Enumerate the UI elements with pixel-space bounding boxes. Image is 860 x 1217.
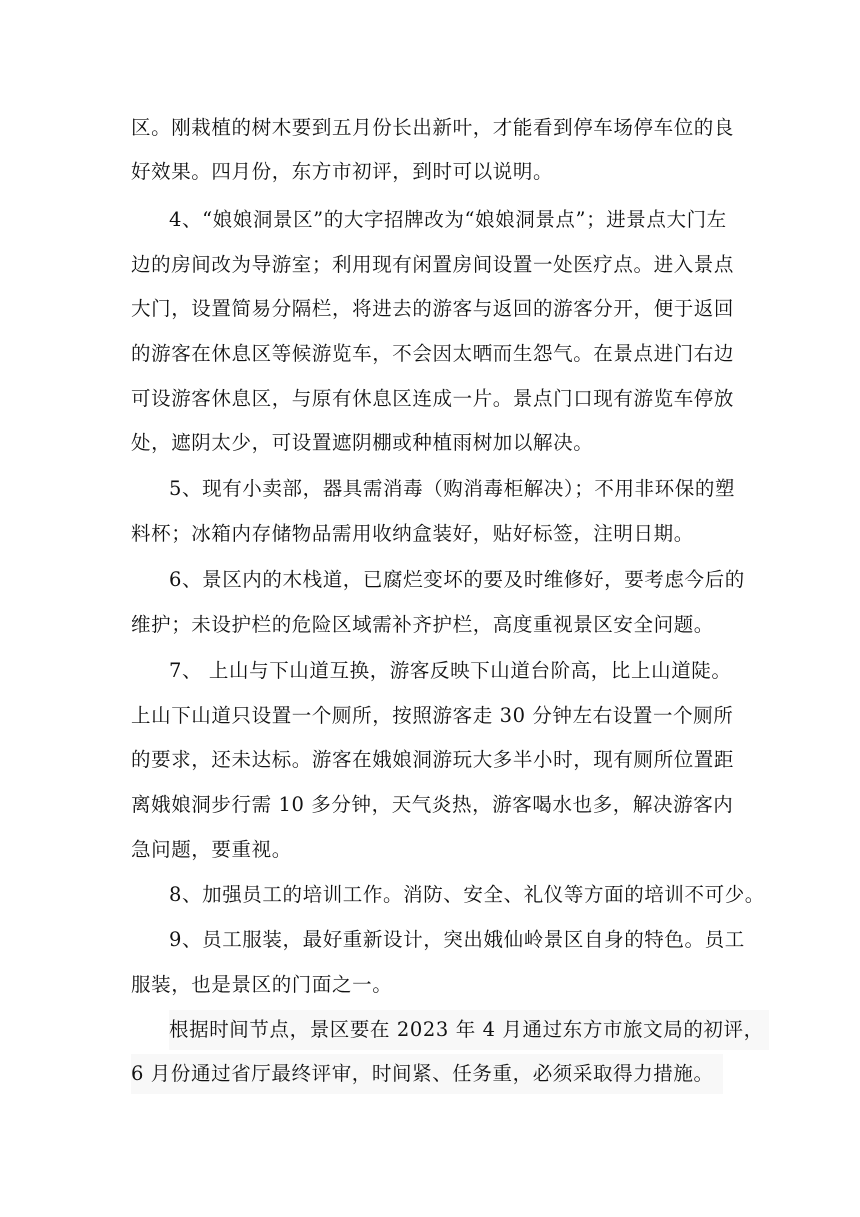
text-line: 边的房间改为导游室；利用现有闲置房间设置一处医疗点。进入景点 bbox=[131, 253, 735, 276]
text-line: 好效果。四月份，东方市初评，到时可以说明。 bbox=[131, 160, 554, 183]
text-line: 可设游客休息区，与原有休息区连成一片。景点门口现有游览车停放 bbox=[131, 387, 735, 410]
text-line: 的要求，还未达标。游客在娥娘洞游玩大多半小时，现有厕所位置距 bbox=[131, 748, 735, 771]
text-line: 上山下山道只设置一个厕所，按照游客走 30 分钟左右设置一个厕所 bbox=[131, 704, 734, 727]
text-line: 的游客在休息区等候游览车，不会因太晒而生怨气。在景点进门右边 bbox=[131, 342, 735, 365]
text-line: 维护；未设护栏的危险区域需补齐护栏，高度重视景区安全问题。 bbox=[131, 613, 714, 636]
text-line: 处，遮阴太少，可设置遮阴棚或种植雨树加以解决。 bbox=[131, 431, 594, 454]
text-line: 区。刚栽植的树木要到五月份长出新叶，才能看到停车场停车位的良 bbox=[131, 116, 735, 139]
text-line: 料杯；冰箱内存储物品需用收纳盒装好，贴好标签，注明日期。 bbox=[131, 522, 694, 545]
text-line: 6 月份通过省厅最终评审，时间紧、任务重，必须采取得力措施。 bbox=[131, 1054, 723, 1094]
paragraph-5-line: 5、现有小卖部，器具需消毒（购消毒柜解决）；不用非环保的塑 bbox=[169, 477, 736, 500]
paragraph-6-line: 6、景区内的木栈道，已腐烂变坏的要及时维修好，要考虑今后的 bbox=[169, 568, 745, 591]
text-line: 急问题，要重视。 bbox=[131, 838, 292, 861]
paragraph-4-line: 4、“娘娘洞景区”的大字招牌改为“娘娘洞景点”；进景点大门左 bbox=[169, 208, 727, 231]
text-line: 大门，设置简易分隔栏，将进去的游客与返回的游客分开，便于返回 bbox=[131, 297, 735, 320]
paragraph-8-line: 8、加强员工的培训工作。消防、安全、礼仪等方面的培训不可少。 bbox=[169, 883, 765, 906]
paragraph-7-line: 7、 上山与下山道互换，游客反映下山道台阶高，比上山道陡。 bbox=[169, 659, 732, 682]
closing-paragraph-line: 根据时间节点，景区要在 2023 年 4 月通过东方市旅文局的初评， bbox=[169, 1010, 769, 1050]
text-line: 离娥娘洞步行需 10 多分钟，天气炎热，游客喝水也多，解决游客内 bbox=[131, 793, 734, 816]
text-line: 服装，也是景区的门面之一。 bbox=[131, 973, 393, 996]
paragraph-9-line: 9、员工服装，最好重新设计，突出娥仙岭景区自身的特色。员工 bbox=[169, 928, 745, 951]
